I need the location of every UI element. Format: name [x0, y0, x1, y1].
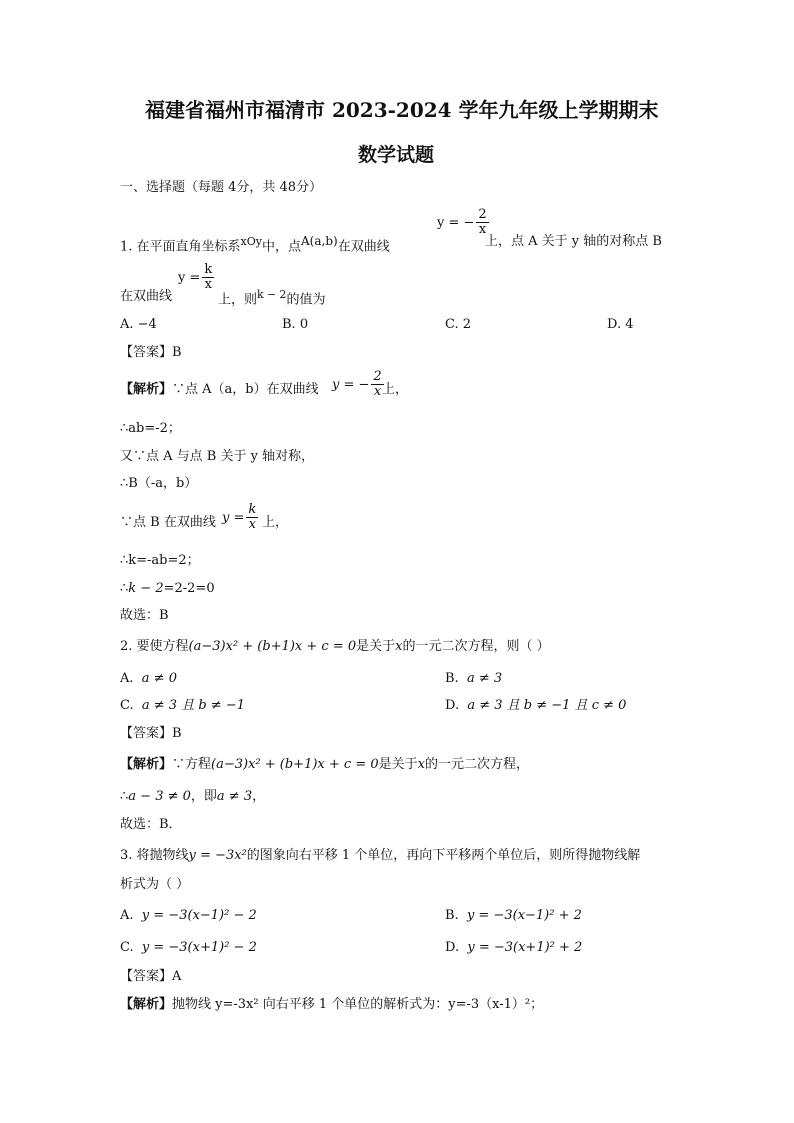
q2-solution-3: 故选：B． [120, 817, 182, 832]
q1-text: 在双曲线 [337, 239, 390, 255]
q1-solution-7 [120, 582, 215, 595]
option-value: y = −3(x+1)² − 2 [141, 940, 257, 955]
option-label: D. [445, 698, 460, 713]
q2-text: 是关于 [356, 639, 396, 654]
option-value: a ≠ 3 且 b ≠ −1 [141, 698, 245, 713]
q2-sol-text: ∴ [120, 789, 129, 804]
q2-option-a [120, 672, 177, 685]
q1-option-d: D. 4 [607, 317, 634, 332]
q3-option-b [445, 909, 582, 922]
q2-option-c [120, 699, 245, 712]
option-label: C. [120, 698, 134, 713]
option-label: B. [445, 671, 459, 686]
option-value: a ≠ 0 [141, 671, 177, 686]
frac-den: x [476, 222, 488, 237]
q1-sol-text: =2-2=0 [163, 581, 215, 596]
q2-text: 的一元二次方程，则（ ） [402, 639, 550, 654]
q3-solution-1 [120, 998, 543, 1011]
q1-expr: k − 2 [128, 581, 164, 596]
option-label: B. [445, 908, 459, 923]
q2-expr: a − 3 ≠ 0 [128, 789, 191, 804]
option-value: a ≠ 3 [466, 671, 503, 686]
q3-sol-text: 抛物线 y=-3x² 向右平移 1 个单位的解析式为：y=-3（x-1）²； [172, 997, 544, 1012]
q2-sol-text: ，即 [190, 789, 217, 804]
q1-sol-hyperbola [332, 370, 386, 400]
q3-text: 3. 将抛物线 [120, 848, 189, 863]
q2-stem [120, 640, 550, 653]
q2-option-d [445, 699, 626, 712]
option-value: y = −3(x+1)² + 2 [467, 940, 583, 955]
frac-num: k [248, 502, 257, 517]
option-label: C. [120, 940, 134, 955]
q3-text: 的图象向右平移 1 个单位，再向下平移两个单位后，则所得抛物线解 [246, 848, 641, 863]
q1-eq: y = − [332, 377, 370, 393]
solution-label: 【解析】 [120, 757, 173, 772]
q1-hyperbola-1 [437, 208, 491, 238]
option-value: a ≠ 3 且 b ≠ −1 且 c ≠ 0 [467, 698, 627, 713]
q3-stem-line2: 析式为（ ） [120, 877, 190, 892]
frac-num: k [204, 262, 213, 277]
q1-option-b: B. 0 [282, 317, 309, 332]
q1-sol-text: ∵点 B 在双曲线 [120, 515, 216, 530]
frac-num: 2 [478, 207, 487, 222]
page-title: 福建省福州市福清市 2023-2024 学年九年级上学期期末 [145, 98, 659, 122]
q2-text: 2. 要使方程 [120, 639, 189, 654]
q1-expr: k − 2 [257, 288, 287, 301]
q1-point: A(a,b) [301, 234, 338, 248]
q2-answer: 【答案】B [120, 726, 182, 741]
q1-text: 上，点 A 关于 y 轴的对称点 B [485, 234, 662, 249]
section-heading: 一、选择题（每题 4分，共 48分） [120, 180, 323, 195]
q1-xoy: xOy [240, 235, 262, 248]
q1-text: 中，点 [261, 239, 301, 255]
q1-hyperbola-2 [178, 263, 216, 293]
q1-text: 在双曲线 [120, 289, 173, 304]
q2-sol-text: ∵方程 [172, 757, 212, 772]
q3-option-c [120, 941, 257, 954]
q1-sol-hyperbola-2 [222, 503, 260, 533]
q1-option-a: A. −4 [120, 317, 157, 332]
option-value: y = −3(x−1)² + 2 [466, 908, 582, 923]
option-value: y = −3(x−1)² − 2 [141, 908, 257, 923]
q1-text: 的值为 [286, 292, 326, 308]
q2-sol-text: 的一元二次方程， [424, 757, 529, 772]
q2-expr: a ≠ 3 [216, 789, 253, 804]
q1-option-c: C. 2 [445, 317, 472, 332]
option-label: A. [120, 671, 134, 686]
q1-solution-6: ∴k=-ab=2； [120, 553, 200, 568]
q1-solution-2: ∴ab=-2； [120, 421, 181, 436]
q1-sol-text: 上， [382, 382, 409, 397]
q1-line1 [120, 235, 390, 253]
frac-num: 2 [373, 369, 382, 384]
q3-option-d [445, 941, 582, 954]
q3-equation: y = −3x² [188, 848, 247, 863]
q1-eq: y = [178, 270, 201, 286]
q2-sol-text: 是关于 [378, 757, 418, 772]
q1-sol-text: ∵点 A（a，b）在双曲线 [172, 382, 319, 397]
q1-solution-3: 又∵点 A 与点 B 关于 y 轴对称， [120, 449, 315, 464]
q2-var: x [395, 639, 403, 654]
frac-den: x [246, 517, 258, 532]
q1-sol-text: ∴ [120, 581, 129, 596]
q2-solution-2 [120, 790, 265, 803]
q3-stem [120, 849, 640, 862]
q1-solution-8: 故选：B [120, 608, 169, 623]
q3-option-a [120, 909, 257, 922]
option-label: A. [120, 908, 134, 923]
q2-var: x [417, 757, 425, 772]
q2-equation: (a−3)x² + (b+1)x + c = 0 [188, 639, 357, 654]
q2-option-b [445, 672, 502, 685]
solution-label: 【解析】 [120, 382, 173, 397]
q1-sol-text: 上， [262, 515, 289, 530]
q2-solution-1 [120, 758, 529, 771]
q3-answer: 【答案】A [120, 969, 182, 984]
q1-answer: 【答案】B [120, 345, 182, 360]
q1-line2-rest [218, 290, 325, 306]
q1-eq: y = [222, 510, 245, 526]
frac-den: x [371, 384, 383, 399]
page-subtitle: 数学试题 [358, 144, 435, 166]
q1-eq: y = − [437, 215, 475, 231]
q1-text: 上，则 [218, 292, 258, 308]
q2-equation: (a−3)x² + (b+1)x + c = 0 [211, 757, 379, 772]
q2-sol-text: ， [252, 789, 266, 804]
frac-den: x [202, 277, 214, 292]
q1-text: 1. 在平面直角坐标系 [120, 239, 241, 255]
option-label: D. [445, 940, 460, 955]
solution-label: 【解析】 [120, 997, 173, 1012]
q1-solution-1 [120, 383, 319, 396]
q1-fraction [246, 503, 258, 533]
q1-solution-4: ∴B（-a，b） [120, 476, 198, 491]
q1-fraction [202, 263, 214, 293]
